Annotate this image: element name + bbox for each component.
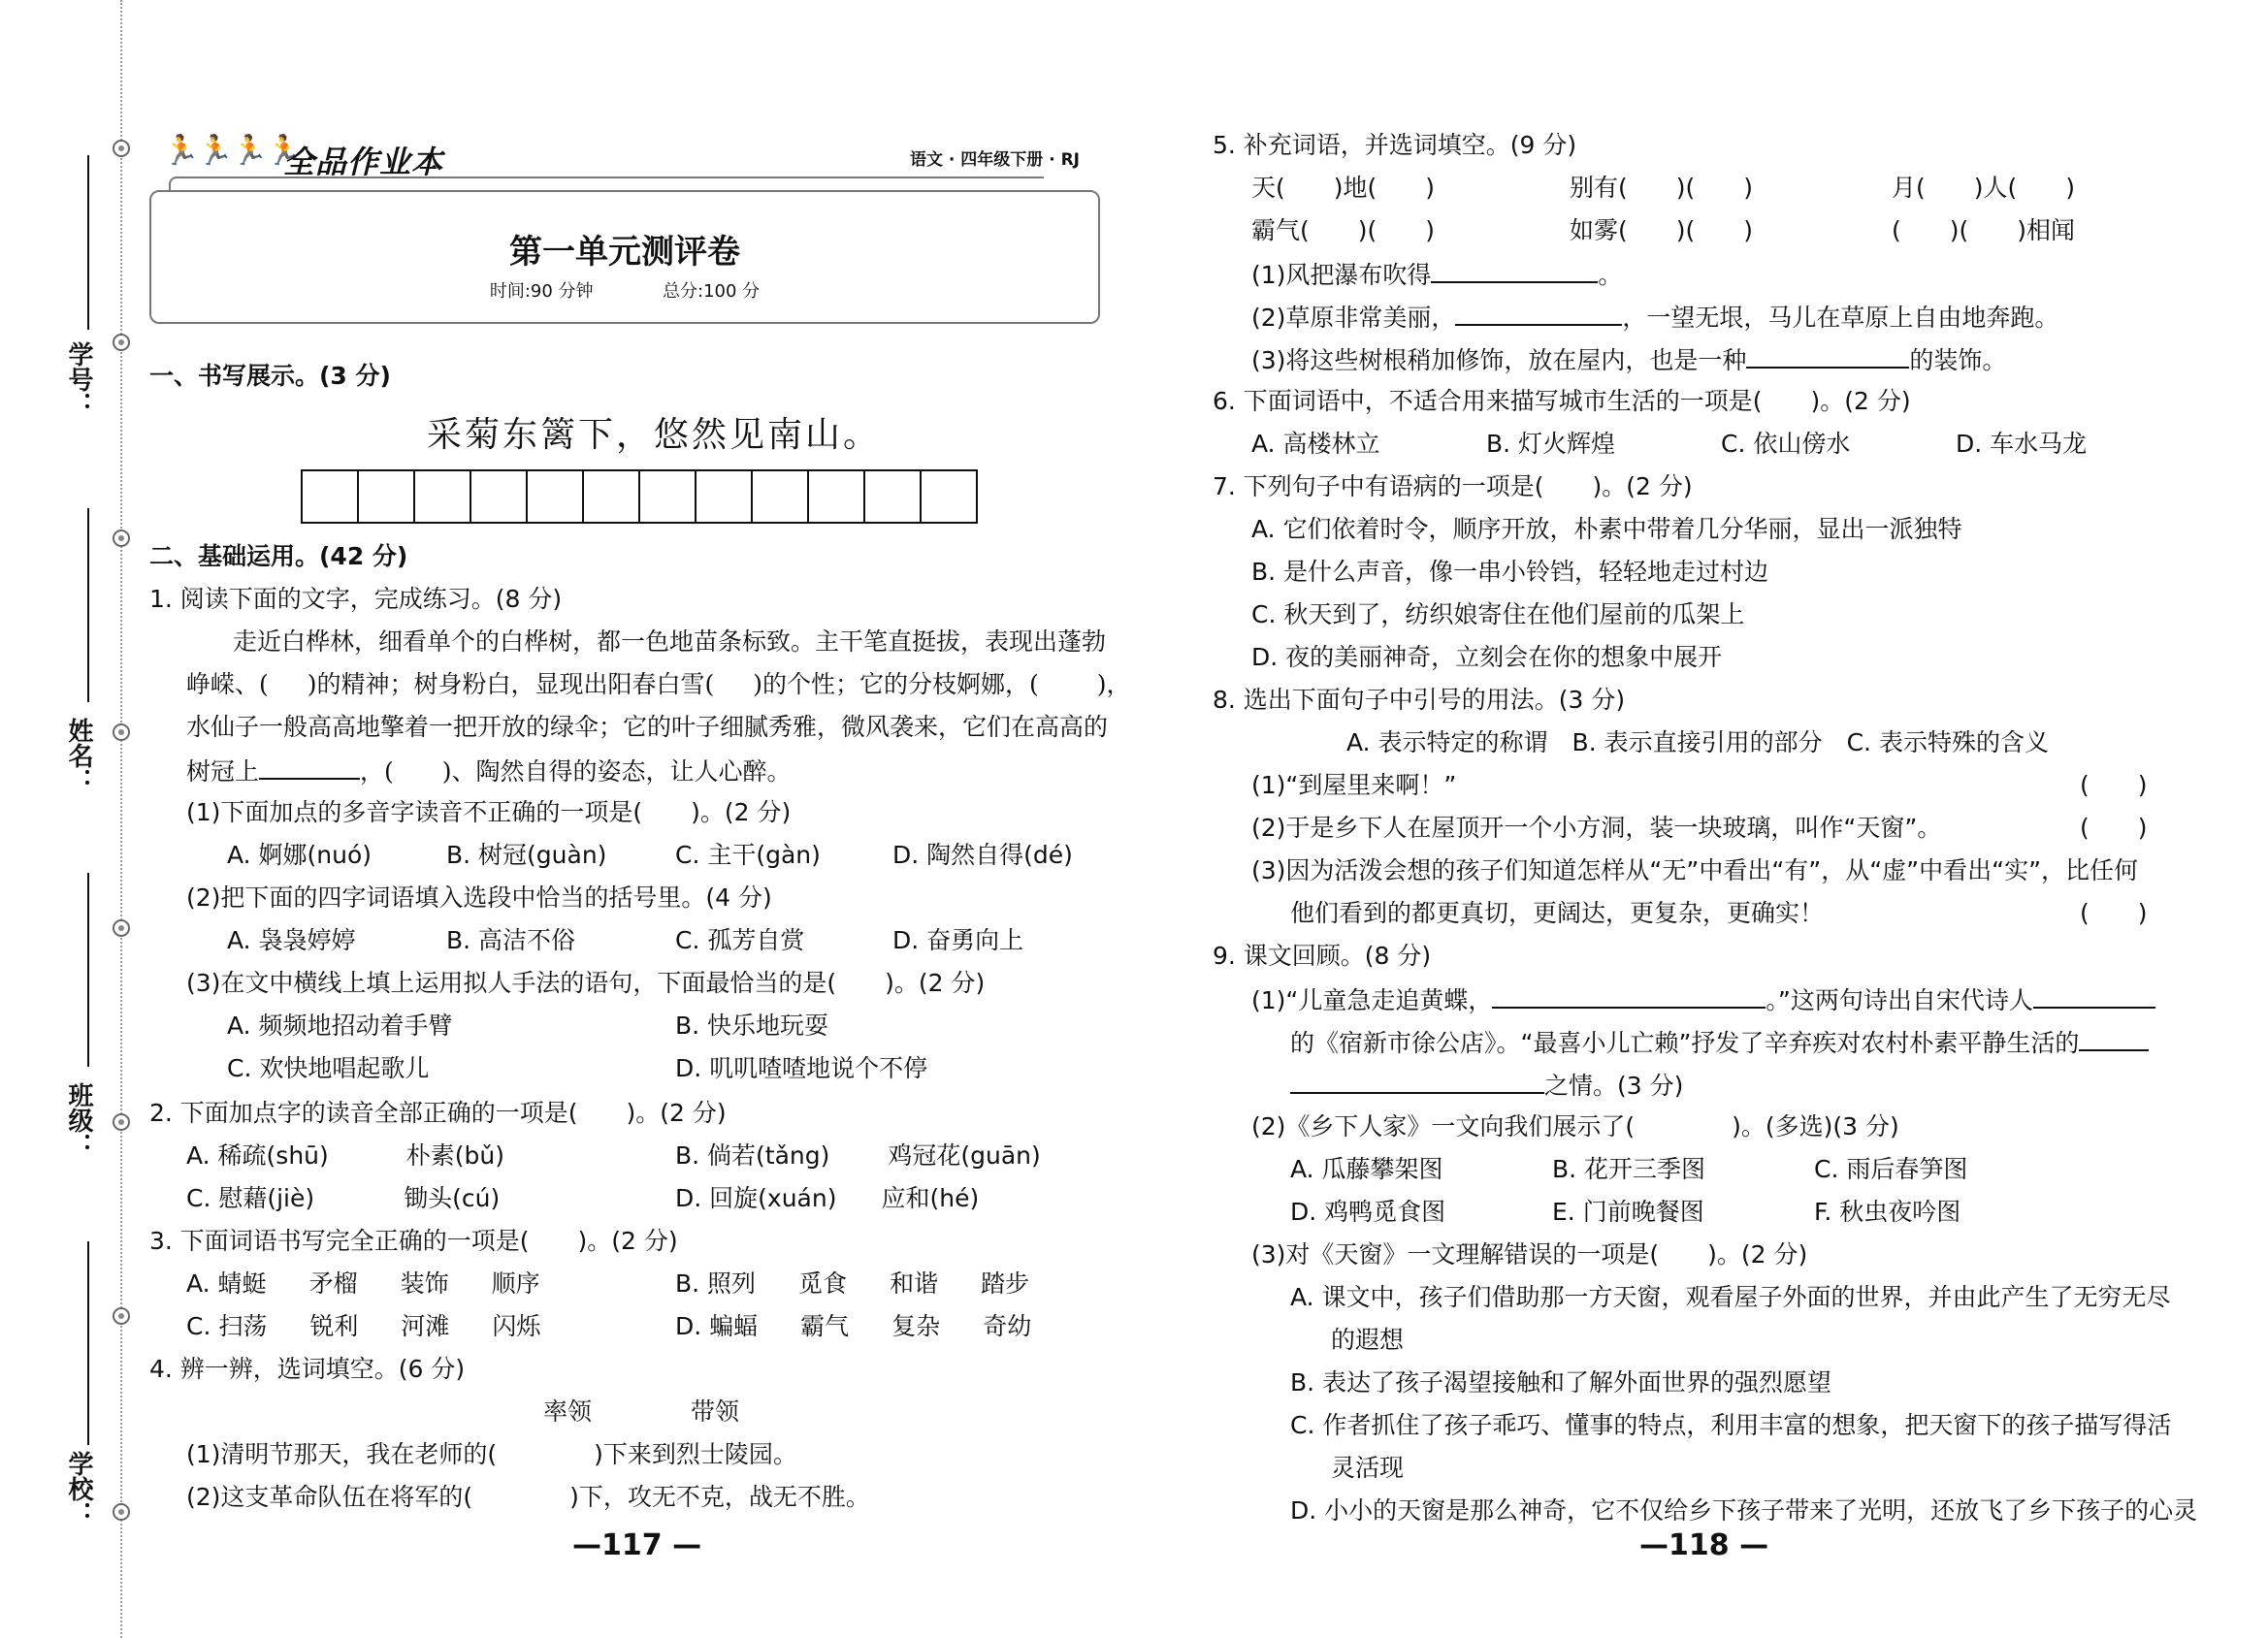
- q1-1-stem: (1)下面加点的多音字读音不正确的一项是( )。(2 分): [186, 798, 792, 826]
- q9-2-option-c[interactable]: C. 雨后春笋图: [1814, 1155, 1968, 1183]
- answer-blank[interactable]: [1455, 301, 1622, 326]
- class-label: 班级：: [64, 1082, 93, 1158]
- q1-3-option-d[interactable]: D. 叽叽喳喳地说个不停: [675, 1054, 928, 1082]
- q9-3-option-b[interactable]: B. 表达了孩子渴望接触和了解外面世界的强烈愿望: [1290, 1368, 1832, 1397]
- subject-label: 语文 · 四年级下册 · RJ: [910, 150, 1081, 170]
- q9-3-option-a[interactable]: A. 课文中，孩子们借助那一方天窗，观看屋子外面的世界，并由此产生了无穷无尽: [1290, 1283, 2171, 1311]
- q9-2-option-d[interactable]: D. 鸡鸭觅食图: [1290, 1198, 1446, 1226]
- q6-stem: 6. 下面词语中，不适合用来描写城市生活的一项是( )。(2 分): [1213, 387, 1911, 415]
- q8-options: A. 表示特定的称谓 B. 表示直接引用的部分 C. 表示特殊的含义: [1346, 728, 2049, 756]
- exam-meta: [151, 277, 1098, 303]
- q5-idiom: 如雾( )( ): [1570, 216, 1754, 244]
- q1-1-option-b[interactable]: B. 树冠(guàn): [446, 841, 607, 869]
- q1-1-option-a[interactable]: A. 婀娜(nuó): [227, 841, 373, 869]
- school-label: 学校：: [64, 1451, 93, 1526]
- q1-passage-line: 峥嵘、( )的精神；树身粉白，显现出阳春白雪( )的个性；它的分枝婀娜，( )，: [186, 670, 1131, 698]
- q3-option-a[interactable]: A. 蜻蜓 矛榴 装饰 顺序: [186, 1269, 540, 1298]
- q1-3-stem: (3)在文中横线上填上运用拟人手法的语句，下面最恰当的是( )。(2 分): [186, 969, 986, 997]
- q9-1-stem-cont: 的《宿新市徐公店》。“最喜小儿亡赖”抒发了辛弃疾对农村朴素平静生活的: [1290, 1026, 2149, 1059]
- q9-3-option-c[interactable]: C. 作者抓住了孩子乖巧、懂事的特点，利用丰富的想象，把天窗下的孩子描写得活: [1290, 1411, 2172, 1439]
- q9-2-option-a[interactable]: A. 瓜藤攀架图: [1290, 1155, 1443, 1183]
- exam-time: 时间:90 分钟: [489, 281, 594, 302]
- student-id-label: 学号：: [64, 341, 93, 417]
- answer-blank[interactable]: [1431, 258, 1598, 283]
- q8-1-answer-paren[interactable]: ( ): [2080, 771, 2148, 799]
- q2-option-a[interactable]: A. 稀疏(shū) 朴素(bǔ): [186, 1141, 505, 1170]
- q7-option-b[interactable]: B. 是什么声音，像一串小铃铛，轻轻地走过村边: [1251, 558, 1769, 586]
- q7-option-d[interactable]: D. 夜的美丽神奇，立刻会在你的想象中展开: [1251, 643, 1723, 671]
- q5-3-stem: (3)将这些树根稍加修饰，放在屋内，也是一种 的装饰。: [1251, 343, 2006, 376]
- q2-option-b[interactable]: B. 倘若(tǎng) 鸡冠花(guān): [675, 1141, 1041, 1170]
- q5-idiom: 别有( )( ): [1570, 174, 1754, 202]
- exam-score: 总分:100 分: [663, 281, 761, 302]
- q5-idiom: ( )( )相闻: [1892, 216, 2076, 244]
- answer-blank[interactable]: [2033, 983, 2155, 1009]
- q9-3-stem: (3)对《天窗》一文理解错误的一项是( )。(2 分): [1251, 1240, 1808, 1269]
- q2-stem: 2. 下面加点字的读音全部正确的一项是( )。(2 分): [149, 1099, 727, 1127]
- q4-word-2: 带领: [691, 1397, 740, 1426]
- binding-hole-icon: [113, 1503, 130, 1521]
- q3-option-c[interactable]: C. 扫荡 锐利 河滩 闪烁: [186, 1312, 541, 1340]
- q9-2-option-e[interactable]: E. 门前晚餐图: [1552, 1198, 1704, 1226]
- answer-blank[interactable]: [2079, 1026, 2149, 1051]
- q8-3-stem-cont: 他们看到的都更真切，更阔达，更复杂，更确实！: [1290, 899, 1825, 927]
- q6-option-a[interactable]: A. 高楼林立: [1251, 430, 1380, 458]
- q4-stem: 4. 辨一辨，选词填空。(6 分): [149, 1355, 466, 1383]
- q4-2-stem: (2)这支革命队伍在将军的( )下，攻无不克，战无不胜。: [186, 1483, 870, 1511]
- q9-1-stem: (1)“儿童急走追黄蝶， 。”这两句诗出自宋代诗人: [1251, 983, 2155, 1016]
- q1-3-option-b[interactable]: B. 快乐地玩耍: [675, 1012, 829, 1040]
- q1-1-option-c[interactable]: C. 主干(gàn): [675, 841, 821, 869]
- binding-hole-icon: [113, 334, 130, 351]
- q1-passage-line: 走近白桦林，细看单个的白桦树，都一色地苗条标致。主干笔直挺拔，表现出蓬勃: [233, 627, 1107, 656]
- q5-idiom: 霸气( )( ): [1251, 216, 1436, 244]
- q2-option-d[interactable]: D. 回旋(xuán) 应和(hé): [675, 1184, 980, 1212]
- q5-stem: 5. 补充词语，并选词填空。(9 分): [1213, 131, 1577, 159]
- q1-2-stem: (2)把下面的四字词语填入选段中恰当的括号里。(4 分): [186, 883, 772, 912]
- binding-hole-icon: [113, 1307, 130, 1325]
- section-2-heading: 二、基础运用。(42 分): [149, 542, 408, 570]
- q3-stem: 3. 下面词语书写完全正确的一项是( )。(2 分): [149, 1227, 678, 1255]
- q9-stem: 9. 课文回顾。(8 分): [1213, 942, 1432, 970]
- q9-2-option-f[interactable]: F. 秋虫夜吟图: [1814, 1198, 1961, 1226]
- poem-line: 采菊东篱下，悠然见南山。: [427, 415, 882, 455]
- section-1-heading: 一、书写展示。(3 分): [149, 362, 391, 390]
- logo-figures-icon: 🏃🏃🏃🏃: [163, 134, 301, 168]
- q9-3-option-a-cont: 的遐想: [1331, 1326, 1405, 1354]
- q6-option-b[interactable]: B. 灯火辉煌: [1486, 430, 1616, 458]
- binding-hole-icon: [113, 530, 130, 547]
- q5-2-stem: (2)草原非常美丽， ，一望无垠，马儿在草原上自由地奔跑。: [1251, 301, 2058, 334]
- answer-blank[interactable]: [259, 755, 360, 780]
- binding-hole-icon: [113, 140, 130, 157]
- name-label: 姓名：: [64, 718, 93, 793]
- q1-2-option-d[interactable]: D. 奋勇向上: [892, 926, 1024, 954]
- student-id-line[interactable]: [87, 155, 89, 330]
- page-number-right: —118 —: [1639, 1528, 1769, 1562]
- writing-grid[interactable]: [301, 469, 978, 524]
- q8-stem: 8. 选出下面句子中引号的用法。(3 分): [1213, 686, 1626, 714]
- q8-1-stem: (1)“到屋里来啊！”: [1251, 771, 1457, 799]
- binding-hole-icon: [113, 919, 130, 937]
- q7-stem: 7. 下列句子中有语病的一项是( )。(2 分): [1213, 472, 1693, 500]
- q9-2-stem: (2)《乡下人家》一文向我们展示了( )。(多选)(3 分): [1251, 1112, 1899, 1140]
- q1-1-option-d[interactable]: D. 陶然自得(dé): [892, 841, 1073, 869]
- q8-2-answer-paren[interactable]: ( ): [2080, 814, 2148, 842]
- q1-2-option-a[interactable]: A. 袅袅婷婷: [227, 926, 356, 954]
- class-line[interactable]: [87, 873, 89, 1067]
- q1-2-option-c[interactable]: C. 孤芳自赏: [675, 926, 805, 954]
- q9-3-option-d[interactable]: D. 小小的天窗是那么神奇，它不仅给乡下孩子带来了光明，还放飞了乡下孩子的心灵: [1290, 1496, 2198, 1525]
- q8-3-answer-paren[interactable]: ( ): [2080, 899, 2148, 927]
- binding-hole-icon: [113, 723, 130, 741]
- q8-3-stem: (3)因为活泼会想的孩子们知道怎样从“无”中看出“有”，从“虚”中看出“实”，比任何: [1251, 856, 2139, 884]
- answer-blank[interactable]: [1746, 343, 1909, 369]
- binding-dashed-line: [120, 0, 122, 1638]
- q8-2-stem: (2)于是乡下人在屋顶开一个小方洞，装一块玻璃，叫作“天窗”。: [1251, 814, 1942, 842]
- q6-option-d[interactable]: D. 车水马龙: [1956, 430, 2088, 458]
- q1-3-option-c[interactable]: C. 欢快地唱起歌儿: [227, 1054, 430, 1082]
- school-line[interactable]: [87, 1241, 89, 1445]
- q1-stem: 1. 阅读下面的文字，完成练习。(8 分): [149, 585, 563, 613]
- title-box: [149, 190, 1100, 324]
- q5-idiom: 天( )地( ): [1251, 174, 1436, 202]
- q4-1-stem: (1)清明节那天，我在老师的( )下来到烈士陵园。: [186, 1440, 797, 1468]
- q5-1-stem: (1)风把瀑布吹得 。: [1251, 258, 1622, 291]
- q4-word-1: 率领: [543, 1397, 593, 1426]
- q3-option-b[interactable]: B. 照列 觅食 和谐 踏步: [675, 1269, 1030, 1298]
- answer-blank[interactable]: [1492, 983, 1766, 1009]
- q2-option-c[interactable]: C. 慰藉(jiè) 锄头(cú): [186, 1184, 501, 1212]
- q9-3-option-c-cont: 灵活现: [1331, 1454, 1405, 1482]
- q3-option-d[interactable]: D. 蝙蝠 霸气 复杂 奇幼: [675, 1312, 1032, 1340]
- page-number-left: —117 —: [572, 1528, 702, 1562]
- logo: 全品作业本: [283, 144, 444, 180]
- q1-3-option-a[interactable]: A. 频频地招动着手臂: [227, 1012, 453, 1040]
- answer-blank[interactable]: [1290, 1069, 1544, 1094]
- binding-hole-icon: [113, 1113, 130, 1131]
- q1-passage-line: 水仙子一般高高地擎着一把开放的绿伞；它的叶子细腻秀雅，微风袭来，它们在高高的: [186, 713, 1109, 741]
- q7-option-c[interactable]: C. 秋天到了，纺织娘寄住在他们屋前的瓜架上: [1251, 600, 1745, 628]
- q9-1-stem-cont: 之情。(3 分): [1290, 1069, 1683, 1102]
- q1-2-option-b[interactable]: B. 高洁不俗: [446, 926, 576, 954]
- q9-2-option-b[interactable]: B. 花开三季图: [1552, 1155, 1706, 1183]
- q6-option-c[interactable]: C. 依山傍水: [1721, 430, 1851, 458]
- page-title: 第一单元测评卷: [509, 233, 740, 272]
- q1-passage-line: 树冠上 ，( )、陶然自得的姿态，让人心醉。: [186, 755, 792, 787]
- q7-option-a[interactable]: A. 它们依着时令，顺序开放，朴素中带着几分华丽，显出一派独特: [1251, 515, 1962, 543]
- q5-idiom: 月( )人( ): [1892, 174, 2076, 202]
- name-line[interactable]: [87, 508, 89, 702]
